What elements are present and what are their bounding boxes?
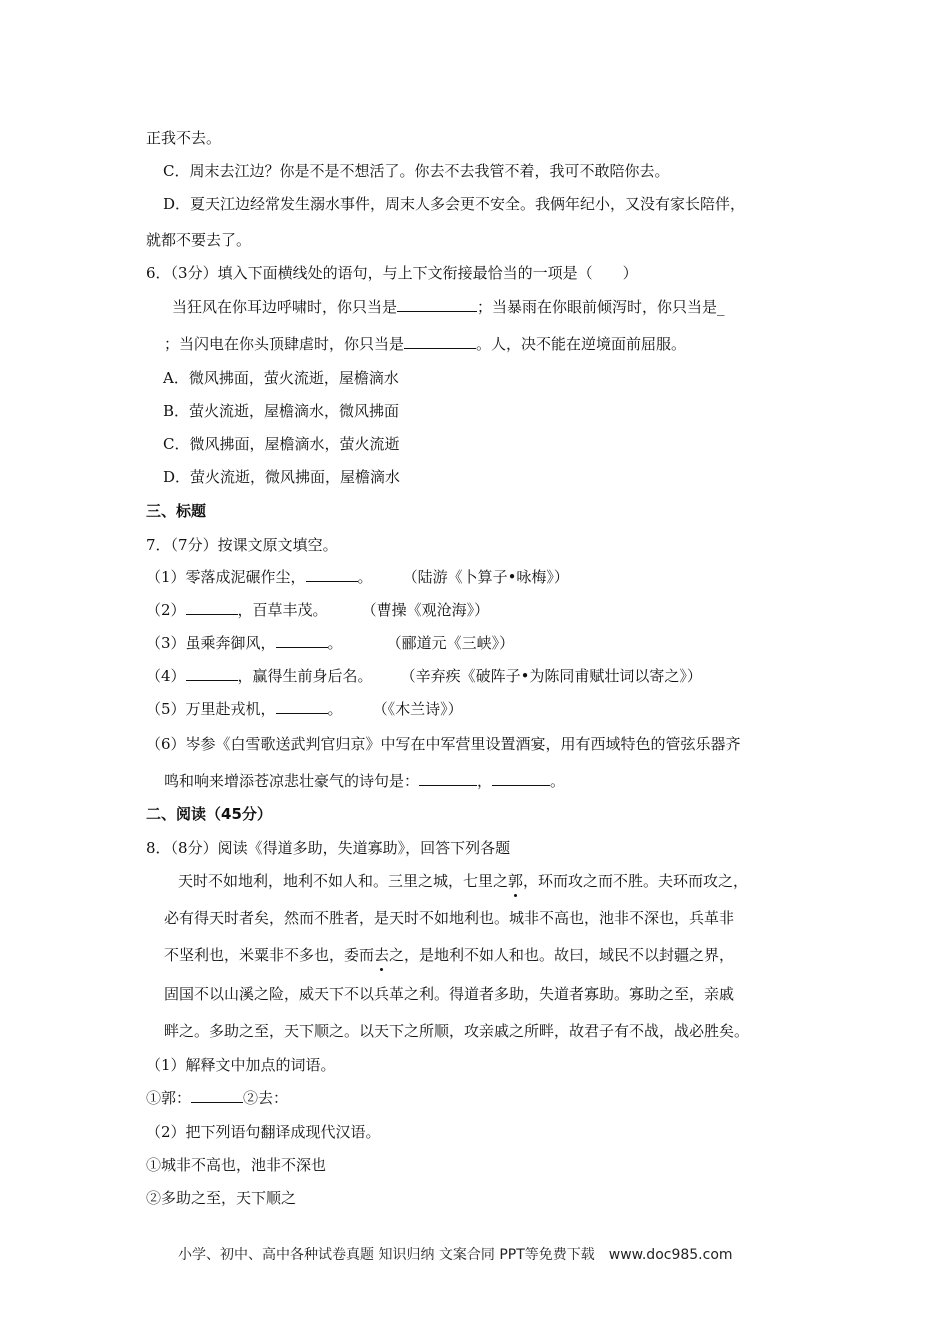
passage-line: 畔之。多助之至，天下顺之。以天下之所顺，攻亲戚之所畔，故君子有不战，战必胜矣。 [164,1022,750,1040]
section-heading: 二、阅读（45分） [146,805,272,823]
answer-blank [492,771,550,786]
question-6-passage: 当狂风在你耳边呼啸时，你只当是 ；当暴雨在你眼前倾泻时，你只当是_ [172,298,725,316]
emphasis-dot: 去 [374,946,390,964]
passage-line: 必有得天时者矣，然而不胜者，是天时不如地利也。城非不高也，池非不深也，兵革非 [164,909,735,927]
fill-item-1: （1）零落成泥碾作尘， 。 （陆游《卜算子•咏梅》） [146,568,569,586]
page-footer: 小学、初中、高中各种试卷真题 知识归纳 文案合同 PPT等免费下载 www.doc985.com [178,1247,733,1263]
fill-item-6: （6）岑参《白雪歌送武判官归京》中写在中军营里设置酒宴，用有西域特色的管弦乐器齐 [146,735,741,753]
sub-question-1-items: ①郭： ②去： [146,1089,289,1107]
answer-blank [191,1088,243,1103]
answer-blank [186,666,238,681]
sub-question-2: （2）把下列语句翻译成现代汉语。 [146,1123,381,1141]
sub-question-2-item: ②多助之至，天下顺之 [146,1189,297,1207]
answer-blank [276,699,328,714]
text-line: 正我不去。 [146,129,222,147]
passage-line: 不坚利也，米粟非不多也，委而去之，是地利不如人和也。故曰，域民不以封疆之界， [164,946,735,964]
text-line: 就都不要去了。 [146,231,252,249]
sub-question-2-item: ①城非不高也，池非不深也 [146,1156,327,1174]
question-6-passage: ；当闪电在你头顶肆虐时，你只当是 。人，决不能在逆境面前屈服。 [164,335,687,353]
emphasis-dot: 郭 [508,872,524,890]
answer-blank [419,771,477,786]
answer-blank [404,334,476,349]
option-d-prev: D．夏天江边经常发生溺水事件，周末人多会更不安全。我俩年纪小，又没有家长陪伴， [163,195,746,213]
fill-item-4: （4） ，赢得生前身后名。 （辛弃疾《破阵子•为陈同甫赋壮词以寄之》） [146,667,702,685]
section-heading: 三、标题 [146,502,207,520]
question-6-stem: 6．（3分）填入下面横线处的语句，与上下文衔接最恰当的一项是（ ） [146,264,638,282]
fill-item-3: （3）虽乘奔御风， 。 （郦道元《三峡》） [146,634,515,652]
question-7-stem: 7．（7分）按课文原文填空。 [146,536,338,554]
option-c: C．微风拂面，屋檐滴水，萤火流逝 [163,435,400,453]
answer-blank [397,297,477,312]
fill-item-6-cont: 鸣和响来增添苍凉悲壮豪气的诗句是： ， 。 [164,772,566,790]
option-b: B．萤火流逝，屋檐滴水，微风拂面 [163,402,400,420]
option-d: D．萤火流逝，微风拂面，屋檐滴水 [163,468,401,486]
passage-line: 固国不以山溪之险，威天下不以兵革之利。得道者多助，失道者寡助。寡助之至，亲戚 [164,985,735,1003]
question-8-stem: 8．（8分）阅读《得道多助，失道寡助》，回答下列各题 [146,839,511,857]
option-c-prev: C．周末去江边？你是不是不想活了。你去不去我管不着，我可不敢陪你去。 [163,162,670,180]
option-a: A．微风拂面，萤火流逝，屋檐滴水 [163,369,399,387]
answer-blank [276,633,328,648]
answer-blank [306,567,358,582]
fill-item-5: （5）万里赴戎机， 。 （《木兰诗》） [146,700,463,718]
fill-item-2: （2） ，百草丰茂。 （曹操《观沧海》） [146,601,490,619]
passage-line: 天时不如地利，地利不如人和。三里之城，七里之郭，环而攻之而不胜。夫环而攻之， [178,872,749,890]
answer-blank [186,600,238,615]
sub-question-1: （1）解释文中加点的词语。 [146,1056,336,1074]
